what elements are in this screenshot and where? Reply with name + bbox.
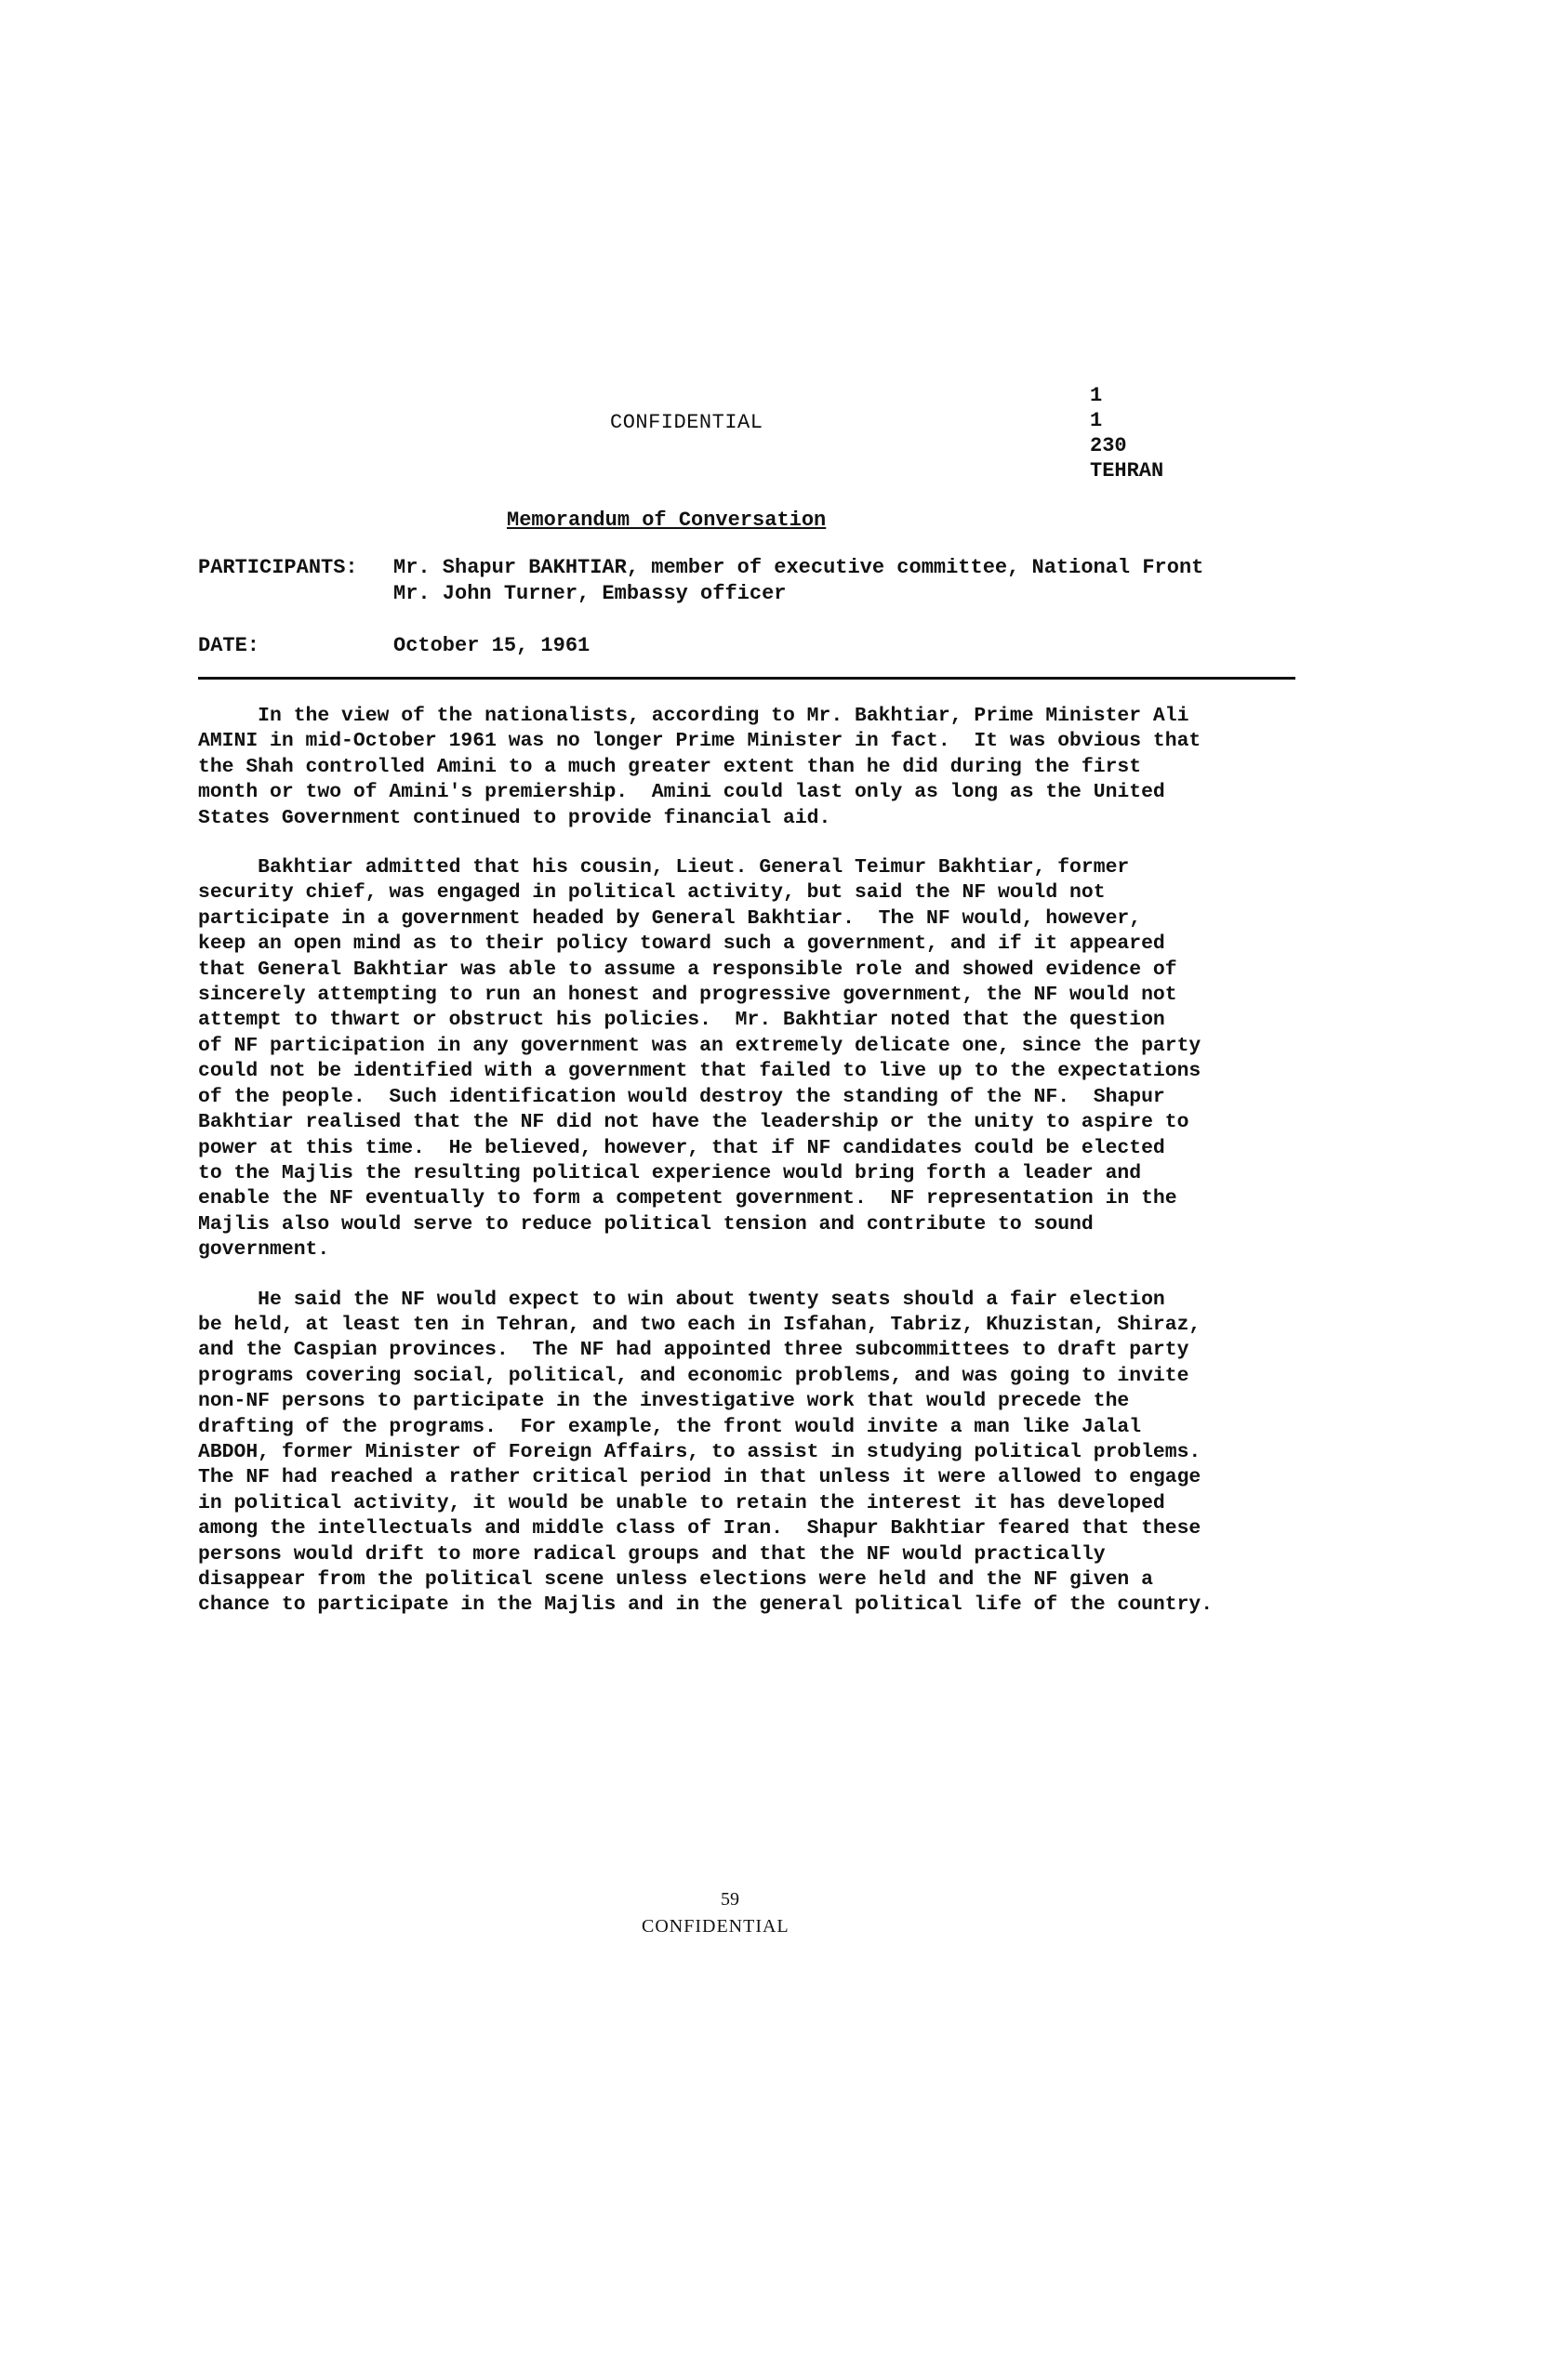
paragraph-line: be held, at least ten in Tehran, and two each in Isfahan, Tabriz, Khuzistan, Shiraz, [198, 1313, 1201, 1336]
participant: Mr. Shapur BAKHTIAR, member of executive committee, National Front [393, 556, 1204, 579]
file-reference-codes [1090, 383, 1163, 483]
paragraph-line: could not be identified with a government that failed to live up to the expectations [198, 1060, 1201, 1083]
paragraph-line: sincerely attempting to run an honest and progressive government, the NF would not [198, 984, 1177, 1007]
paragraph [198, 1288, 1314, 1619]
paragraph-line: in political activity, it would be unable to retain the interest it has developed [198, 1491, 1165, 1514]
paragraph-line: keep an open mind as to their policy toward such a government, and if it appeared [198, 932, 1165, 956]
paragraph-line: chance to participate in the Majlis and in the general political life of the country. [198, 1593, 1214, 1617]
paragraph-line: Bakhtiar realised that the NF did not have the leadership or the unity to aspire to [198, 1111, 1189, 1134]
paragraph-line: persons would drift to more radical groups and that the NF would practically [198, 1542, 1106, 1566]
participant: Mr. John Turner, Embassy officer [393, 582, 787, 605]
paragraph [198, 704, 1314, 831]
paragraph-line: He said the NF would expect to win about twenty seats should a fair election [198, 1288, 1165, 1311]
paragraph-line: of NF participation in any government was an extremely delicate one, since the party [198, 1034, 1201, 1057]
paragraph-line: of the people. Such identification would destroy the standing of the NF. Shapur [198, 1085, 1165, 1108]
paragraph-line: to the Majlis the resulting political experience would bring forth a leader and [198, 1161, 1142, 1184]
date-value: October 15, 1961 [393, 634, 591, 657]
paragraph-line: government. [198, 1238, 330, 1262]
participants-list [393, 555, 1314, 607]
paragraph-line: power at this time. He believed, however, that if NF candidates could be elected [198, 1136, 1165, 1159]
paragraph-line: The NF had reached a rather critical period in that unless it were allowed to engage [198, 1466, 1201, 1489]
file-code: 1 [1090, 409, 1103, 432]
paragraph-line: In the view of the nationalists, according to Mr. Bakhtiar, Prime Minister Ali [198, 705, 1189, 727]
date-row [198, 633, 1314, 659]
paragraph-line: attempt to thwart or obstruct his policies. Mr. Bakhtiar noted that the question [198, 1009, 1165, 1032]
memo-header [198, 555, 1314, 659]
paragraph-line: Majlis also would serve to reduce political tension and contribute to sound [198, 1212, 1094, 1236]
memo-title: Memorandum of Conversation [507, 509, 827, 532]
paragraph-line: disappear from the political scene unless elections were held and the NF given a [198, 1568, 1153, 1591]
paragraph [198, 855, 1314, 1263]
paragraph-line: ABDOH, former Minister of Foreign Affairs, to assist in studying political problems. [198, 1440, 1201, 1463]
paragraph-line: and the Caspian provinces. The NF had appointed three subcommittees to draft party [198, 1339, 1189, 1362]
paragraph-line: security chief, was engaged in political activity, but said the NF would not [198, 881, 1106, 905]
paragraph-line: among the intellectuals and middle class of Iran. Shapur Bakhtiar feared that these [198, 1517, 1201, 1540]
paragraph-line: programs covering social, political, and economic problems, and was going to invite [198, 1364, 1189, 1387]
paragraph-line: AMINI in mid-October 1961 was no longer Prime Minister in fact. It was obvious that [198, 730, 1201, 753]
paragraph-line: drafting of the programs. For example, the front would invite a man like Jalal [198, 1415, 1142, 1438]
paragraph-line: enable the NF eventually to form a competent government. NF representation in the [198, 1187, 1177, 1210]
paragraph-line: month or two of Amini's premiership. Amini could last only as long as the United [198, 781, 1165, 804]
participants-row [198, 555, 1314, 607]
memo-body [198, 704, 1314, 1643]
date-label: DATE: [198, 634, 260, 657]
paragraph-line: participate in a government headed by General Bakhtiar. The NF would, however, [198, 906, 1142, 930]
file-code: TEHRAN [1090, 459, 1164, 483]
paragraph-line: States Government continued to provide financial aid. [198, 806, 831, 829]
classification-marking-top: CONFIDENTIAL [610, 411, 763, 434]
paragraph-line: the Shah controlled Amini to a much greater extent than he did during the first [198, 755, 1142, 778]
header-divider [198, 677, 1295, 680]
paragraph-line: non-NF persons to participate in the investigative work that would precede the [198, 1390, 1130, 1413]
page-number: 59 [721, 1889, 739, 1910]
paragraph-line: Bakhtiar admitted that his cousin, Lieut. General Teimur Bakhtiar, former [198, 856, 1130, 879]
file-code: 230 [1090, 434, 1127, 457]
file-code: 1 [1090, 384, 1103, 407]
participants-label: PARTICIPANTS: [198, 556, 358, 579]
paragraph-line: that General Bakhtiar was able to assume a responsible role and showed evidence of [198, 958, 1177, 981]
classification-marking-bottom: CONFIDENTIAL [642, 1916, 790, 1937]
